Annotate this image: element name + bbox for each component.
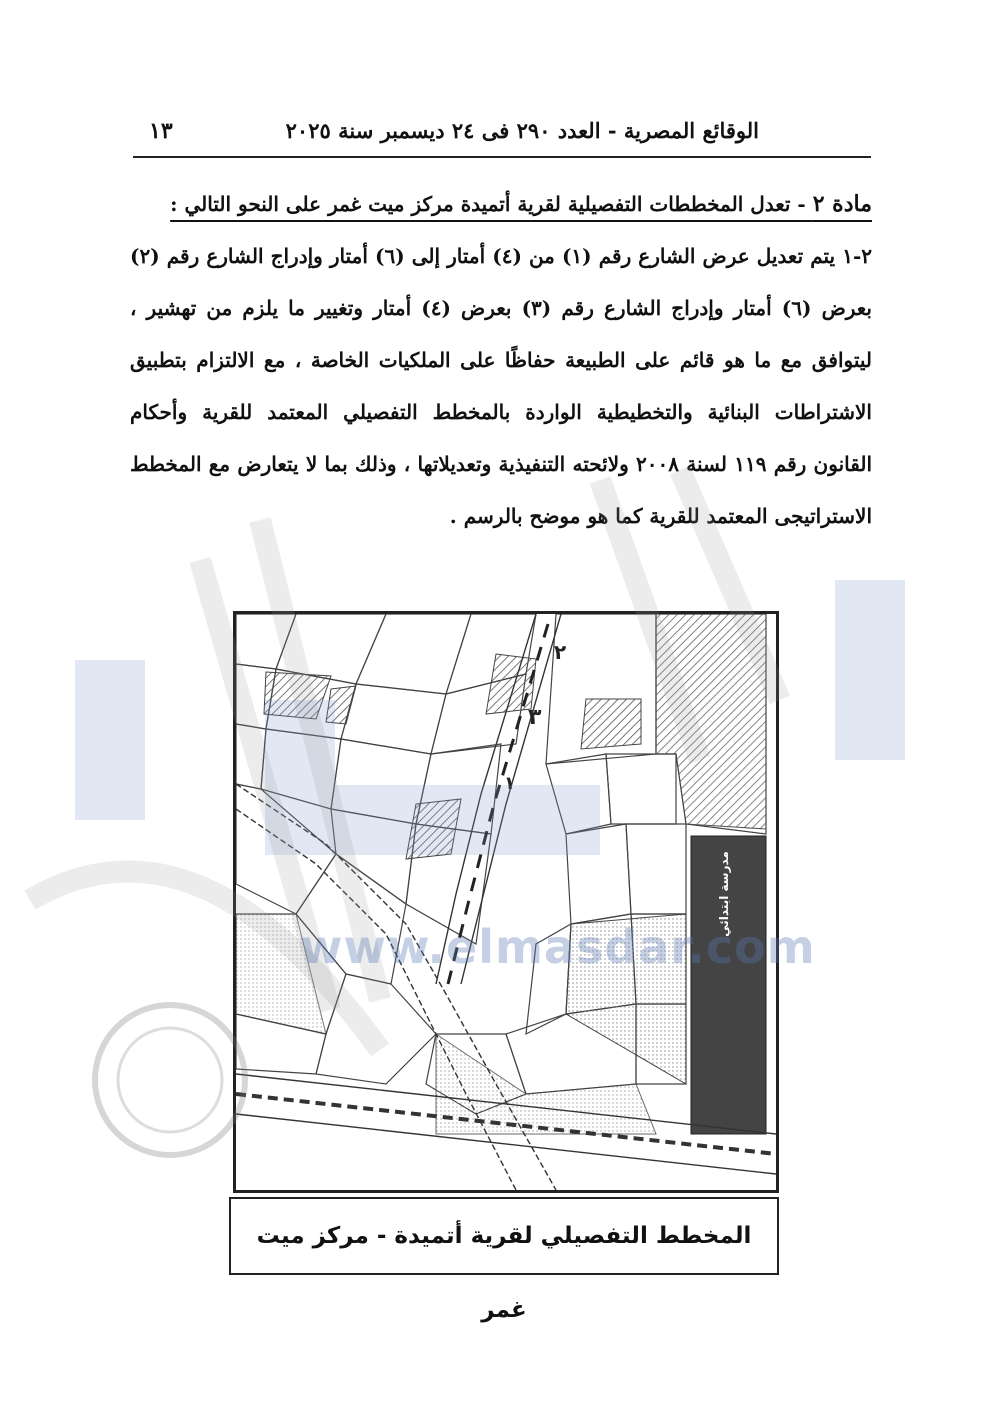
article-label: مادة ٢ <box>812 191 872 217</box>
seal-emblem <box>95 1005 245 1155</box>
map-caption: المخطط التفصيلي لقرية أتميدة - مركز ميت غمر <box>229 1197 779 1275</box>
article-lead-text: - تعدل المخططات التفصيلية لقرية أتميدة مركز ميت غمر على النحو التالي : <box>170 192 813 216</box>
gazette-title: الوقائع المصرية - العدد ٢٩٠ فى ٢٤ ديسمبر سنة ٢٠٢٥ <box>285 118 759 143</box>
watermark-url: www.elmasdar.com <box>300 920 816 974</box>
street-label-1: ١ <box>504 773 515 794</box>
hatched-parcels <box>264 614 766 859</box>
detailed-plan-map <box>233 611 779 1193</box>
page-header <box>133 112 871 158</box>
page-number: ١٣ <box>149 118 173 144</box>
article-lead <box>130 178 872 230</box>
school-label: مدرسة ابتدائي <box>717 851 731 937</box>
article-paragraph: ٢-١ يتم تعديل عرض الشارع رقم (١) من (٤) أمتار إلى (٦) أمتار وإدراج الشارع رقم (٢) بعرض (٦) أمتار وإدراج الشارع رقم (٣) بعرض (٤) أمتار وتغيير ما يلزم من تهشير ، ليتوافق مع ما هو قائم على الطبيعة حفاظًا على الملكيات الخاصة ، مع الالتزام بتطبيق الاشتراطات البنائية والتخطيطية الواردة بالمخطط التفصيلي المعتمد للقرية وأحكام القانون رقم ١١٩ لسنة ٢٠٠٨ ولائحته التنفيذية وتعديلاتها ، وذلك بما لا يتعارض مع المخطط الاستراتيجى المعتمد للقرية كما هو موضح بالرسم . <box>130 244 872 528</box>
street-label-2: ٢ <box>554 640 567 664</box>
street-label-3: ٣ <box>528 705 542 730</box>
article-body <box>130 178 872 542</box>
